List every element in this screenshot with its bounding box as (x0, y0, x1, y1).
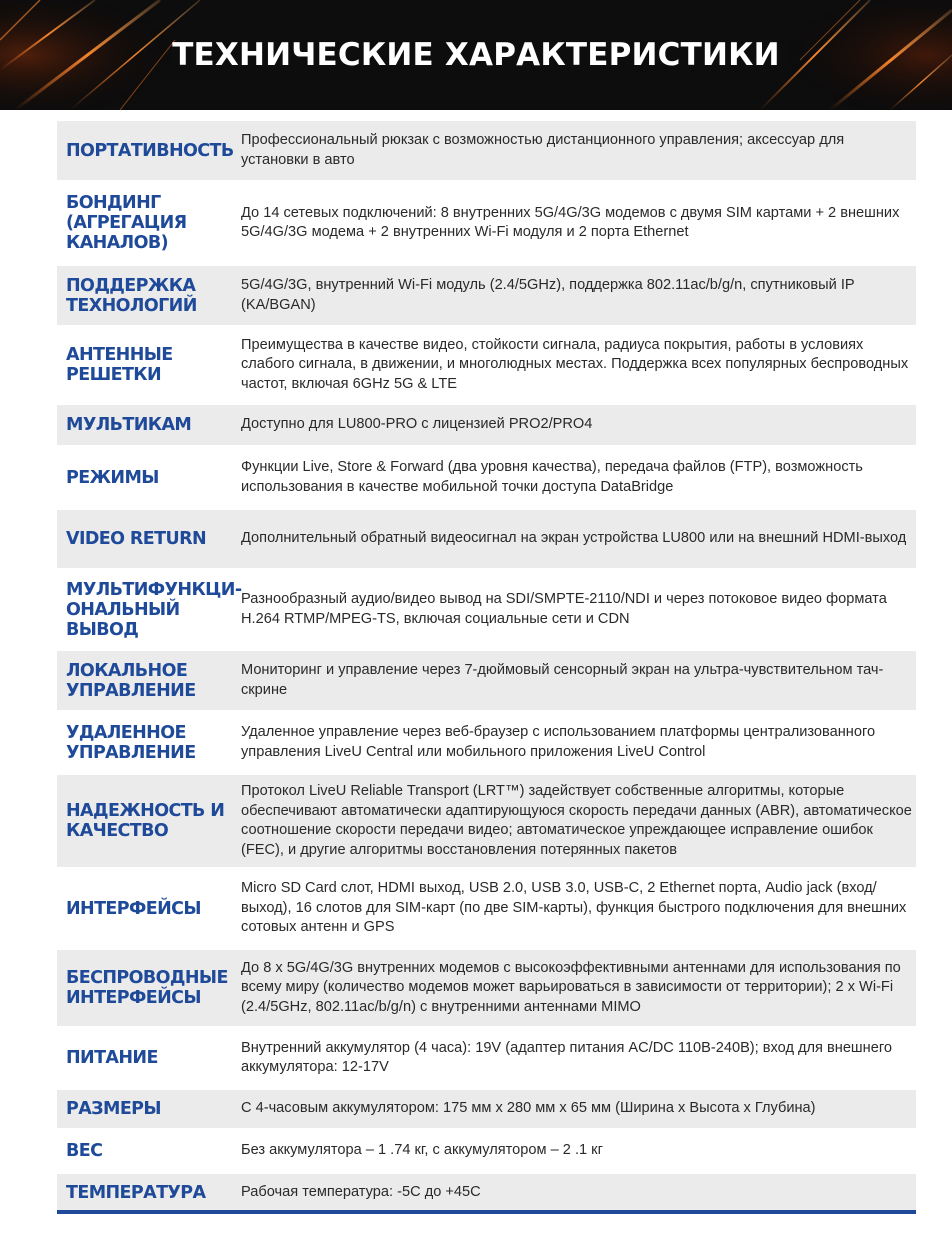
spec-label: РАЗМЕРЫ (66, 1099, 161, 1119)
spec-row-power (57, 1030, 916, 1086)
spec-value: Без аккумулятора – 1 .74 кг, с аккумулятором – 2 .1 кг (241, 1142, 603, 1159)
spec-label: МУЛЬТИКАМ (66, 415, 192, 435)
specs-table (57, 121, 916, 1216)
spec-value: Внутренний аккумулятор (4 часа): 19V (адаптер питания AC/DC 110В-240В); вход для внешнего аккумулятора: 12-17V (241, 1039, 892, 1075)
spec-value: Протокол LiveU Reliable Transport (LRT™) задействует собственные алгоритмы, которые обеспечивают автоматически адаптирующуюся скорость передачи данных (ABR), автоматическое соотношение скорости передачи видео; автоматическое упреждающее исправление ошибок (FEC), и другие алгоритмы восстановления потерянных пакетов (241, 783, 912, 858)
spec-label: ПОДДЕРЖКА ТЕХНОЛОГИЙ (66, 275, 197, 316)
spec-row-dimensions (57, 1090, 916, 1128)
bottom-divider (57, 1210, 916, 1214)
spec-label: БОНДИНГ (АГРЕГАЦИЯ КАНАЛОВ) (66, 193, 187, 253)
spec-row-technologies (57, 266, 916, 325)
spec-label: ВЕС (66, 1141, 103, 1161)
spec-row-local-control (57, 651, 916, 710)
spec-label: ТЕМПЕРАТУРА (66, 1183, 206, 1203)
spec-value: Мониторинг и управление через 7-дюймовый сенсорный экран на ультра-чувствительном тач-скрине (241, 662, 884, 698)
spec-value: Рабочая температура: -5С до +45С (241, 1184, 481, 1201)
spec-label: ПИТАНИЕ (66, 1048, 158, 1068)
spec-row-video-return (57, 510, 916, 568)
spec-value: Дополнительный обратный видеосигнал на экран устройства LU800 или на внешний HDMI-выход (241, 530, 907, 547)
spec-value: До 8 x 5G/4G/3G внутренних модемов с высокоэффективными антеннами для использования по всему миру (количество модемов может варьироваться в зависимости от территории); 2 x Wi-Fi (2.4/5GHz, 802.11ac/b/g/n) с внутренними антеннами MIMO (241, 959, 901, 1015)
spec-value: С 4-часовым аккумулятором: 175 мм x 280 мм x 65 мм (Ширина x Высота x Глубина) (241, 1100, 816, 1117)
page-title: ТЕХНИЧЕСКИЕ ХАРАКТЕРИСТИКИ (172, 37, 780, 73)
spec-label: ЛОКАЛЬНОЕ УПРАВЛЕНИЕ (66, 660, 196, 701)
spec-value: 5G/4G/3G, внутренний Wi-Fi модуль (2.4/5GHz), поддержка 802.11ac/b/g/n, спутниковый IP (KA/BGAN) (241, 277, 855, 313)
spec-row-temperature (57, 1174, 916, 1212)
spec-label: АНТЕННЫЕ РЕШЕТКИ (66, 345, 173, 385)
spec-label: VIDEO RETURN (66, 529, 207, 549)
spec-row-reliability (57, 775, 916, 867)
spec-label: НАДЕЖНОСТЬ И КАЧЕСТВО (66, 801, 225, 841)
spec-row-bonding (57, 184, 916, 262)
spec-row-weight (57, 1132, 916, 1170)
spec-value: Удаленное управление через веб-браузер с использованием платформы централизованного управления LiveU Central или мобильного приложения LiveU Control (241, 724, 876, 760)
spec-row-modes (57, 449, 916, 506)
spec-value: До 14 сетевых подключений: 8 внутренних 5G/4G/3G модемов с двумя SIM картами + 2 внешних 5G/4G/3G модема + 2 внутренних Wi-Fi модуля и 2 порта Ethernet (241, 204, 900, 240)
spec-row-remote-control (57, 714, 916, 771)
spec-value: Профессиональный рюкзак с возможностью дистанционного управления; аксессуар для установки в авто (241, 132, 845, 168)
spec-label: УДАЛЕННОЕ УПРАВЛЕНИЕ (66, 722, 196, 763)
spec-value: Преимущества в качестве видео, стойкости сигнала, радиуса покрытия, работы в условиях слабого сигнала, в движении, и многолюдных местах. Поддержка всех популярных беспроводных частот, включая 6GHz 5G & LTE (241, 336, 909, 392)
spec-row-wireless (57, 950, 916, 1026)
spec-row-multi-output (57, 572, 916, 647)
spec-row-interfaces (57, 871, 916, 946)
spec-value: Micro SD Card слот, HDMI выход, USB 2.0, USB 3.0, USB-C, 2 Ethernet порта, Audio jack (вход/выход), 16 слотов для SIM-карт (по две SIM-карты), функция быстрого подключения для внешних сотовых антенн и GPS (241, 880, 907, 936)
spec-value: Функции Live, Store & Forward (два уровня качества), передача файлов (FTP), возможность использования в качестве мобильной точки доступа DataBridge (241, 459, 863, 495)
spec-label: БЕСПРОВОДНЫЕ ИНТЕРФЕЙСЫ (66, 968, 228, 1008)
spec-value: Доступно для LU800-PRO с лицензией PRO2/PRO4 (241, 416, 593, 433)
spec-label: РЕЖИМЫ (66, 467, 159, 488)
spec-label: МУЛЬТИФУНКЦИ-ОНАЛЬНЫЙ ВЫВОД (66, 579, 242, 640)
spec-label: ПОРТАТИВНОСТЬ (66, 140, 234, 161)
spec-label: ИНТЕРФЕЙСЫ (66, 898, 201, 919)
page-header (0, 0, 952, 110)
spec-row-multicam (57, 405, 916, 445)
spec-row-portability (57, 121, 916, 180)
spec-row-antennas (57, 329, 916, 401)
spec-value: Разнообразный аудио/видео вывод на SDI/SMPTE-2110/NDI и через потоковое видео формата H.264 RTMP/MPEG-TS, включая социальные сети и CDN (241, 591, 887, 627)
